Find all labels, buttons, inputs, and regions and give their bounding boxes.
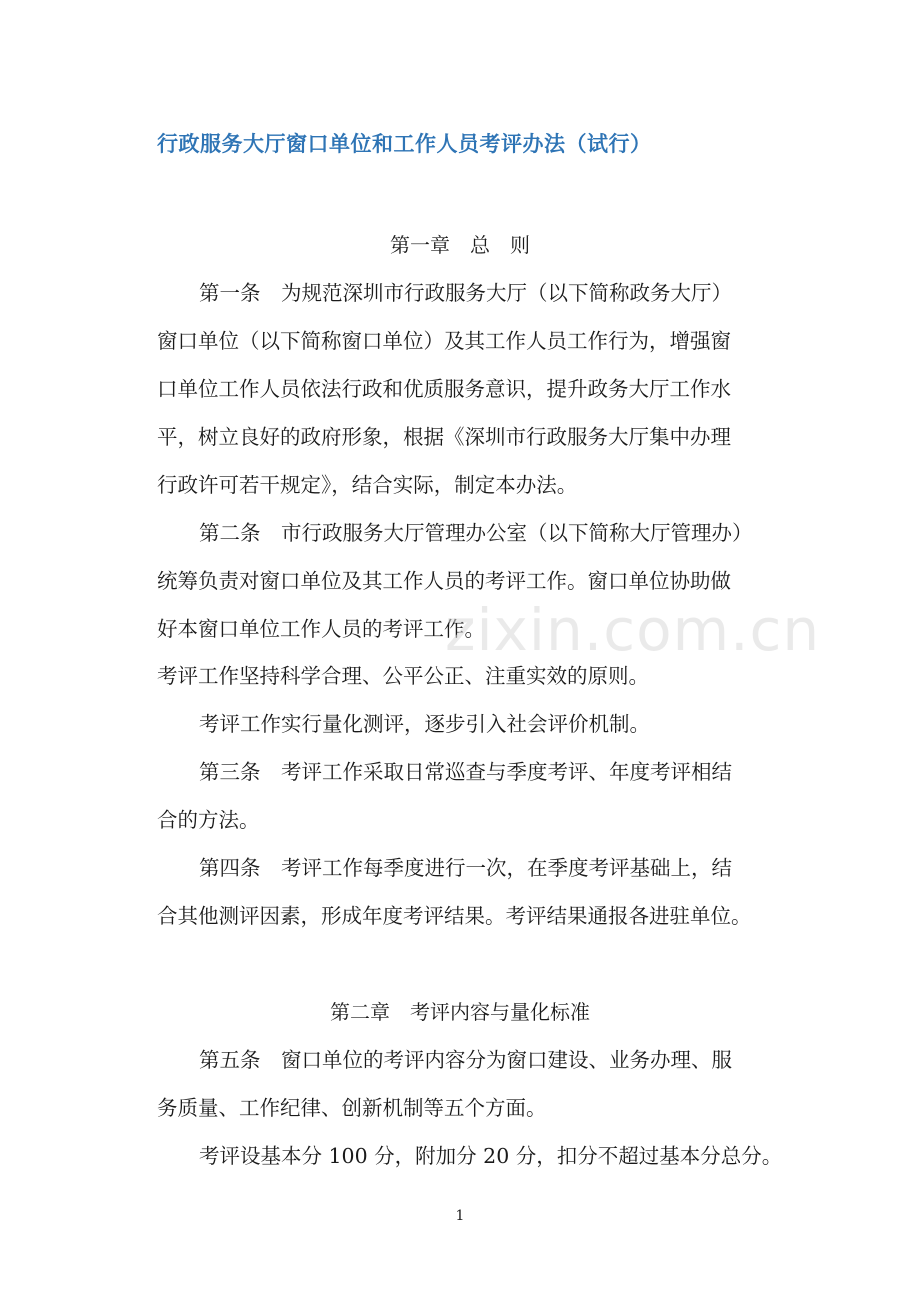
article-5-line: 务质量、工作纪律、创新机制等五个方面。 [157,1096,547,1120]
article-1-line: 平，树立良好的政府形象，根据《深圳市行政服务大厅集中办理 [157,425,731,449]
chapter-1-heading: 第一章 总 则 [390,233,530,257]
article-4-line: 第四条 考评工作每季度进行一次，在季度考评基础上，结 [199,856,732,880]
page-number: 1 [455,1208,465,1224]
article-1-line: 口单位工作人员依法行政和优质服务意识，提升政务大厅工作水 [157,377,731,401]
article-2-line: 考评工作坚持科学合理、公平公正、注重实效的原则。 [157,664,649,688]
article-3-line: 合的方法。 [157,808,260,832]
chapter-2-heading: 第二章 考评内容与量化标准 [330,1000,590,1024]
article-2-line: 统筹负责对窗口单位及其工作人员的考评工作。窗口单位协助做 [157,569,731,593]
article-2-line: 考评工作实行量化测评，逐步引入社会评价机制。 [199,712,650,736]
article-5-line: 考评设基本分 100 分，附加分 20 分，扣分不超过基本分总分。 [199,1144,783,1168]
watermark: zixin.com.cn [445,596,821,664]
article-1-line: 窗口单位（以下简称窗口单位）及其工作人员工作行为，增强窗 [157,329,731,353]
article-2-line: 第二条 市行政服务大厅管理办公室（以下简称大厅管理办） [199,521,753,545]
document-title: 行政服务大厅窗口单位和工作人员考评办法（试行） [157,131,652,156]
article-5-line: 第五条 窗口单位的考评内容分为窗口建设、业务办理、服 [199,1048,732,1072]
article-3-line: 第三条 考评工作采取日常巡查与季度考评、年度考评相结 [199,760,732,784]
article-1-line: 行政许可若干规定》，结合实际，制定本办法。 [157,473,578,497]
article-1-line: 第一条 为规范深圳市行政服务大厅（以下简称政务大厅） [199,281,732,305]
article-4-line: 合其他测评因素，形成年度考评结果。考评结果通报各进驻单位。 [157,904,752,928]
article-2-line: 好本窗口单位工作人员的考评工作。 [157,617,485,641]
